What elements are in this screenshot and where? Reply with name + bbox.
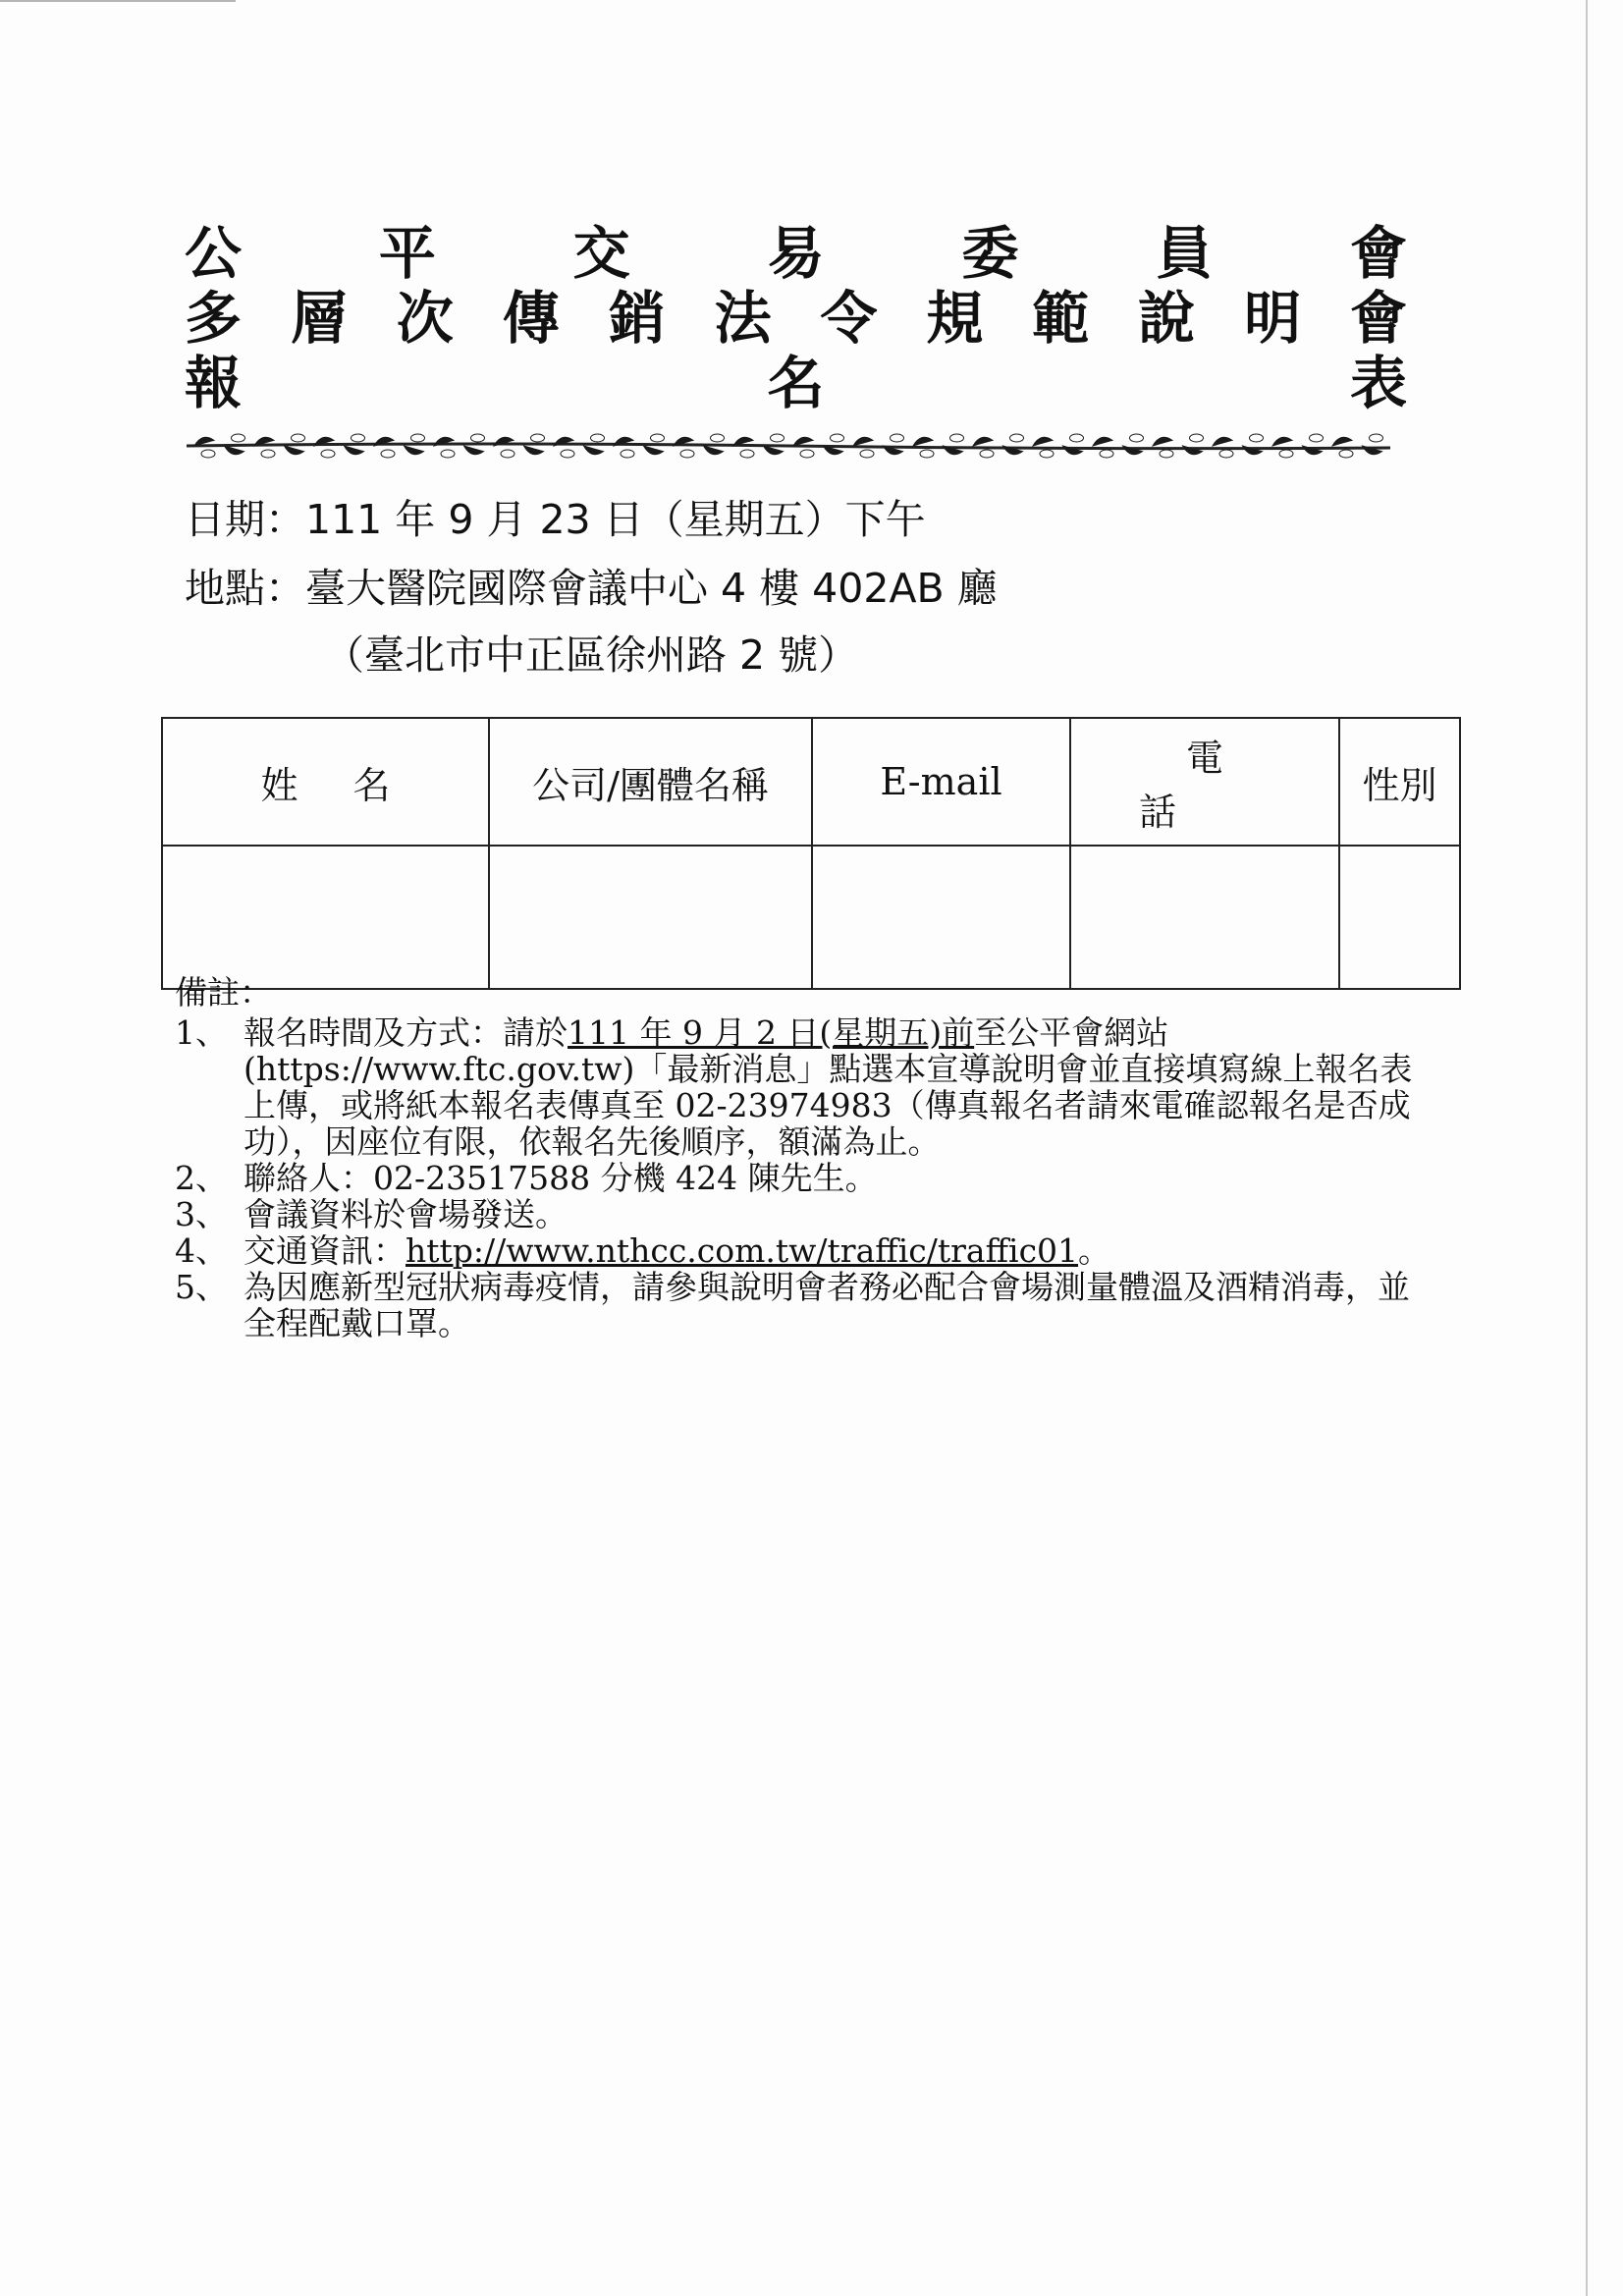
leaf-mark bbox=[1010, 434, 1024, 442]
note-number: 1、 bbox=[175, 1013, 228, 1052]
title-line-1 bbox=[185, 222, 1407, 285]
leaf-mark bbox=[381, 450, 395, 458]
leaf-mark bbox=[471, 434, 485, 442]
leaf-mark bbox=[973, 437, 993, 446]
note-item bbox=[175, 1160, 1422, 1196]
registration-table bbox=[161, 717, 1461, 990]
note-text-pre: 交通資訊： bbox=[243, 1231, 406, 1270]
leaf-mark bbox=[261, 450, 275, 458]
notes-section bbox=[175, 974, 1422, 1341]
leaf-mark bbox=[225, 446, 244, 455]
table-header-row bbox=[162, 718, 1460, 846]
venue-value: 臺大醫院國際會議中心 4 樓 402AB 廳 bbox=[305, 565, 998, 612]
leaf-mark bbox=[501, 450, 514, 458]
leaf-ornament-divider bbox=[185, 422, 1392, 469]
note-text: 會議資料於會場發送。 bbox=[243, 1195, 568, 1233]
leaf-mark bbox=[1130, 434, 1144, 442]
leaf-mark bbox=[800, 450, 814, 458]
leaf-mark bbox=[1370, 434, 1383, 442]
header-email: E-mail bbox=[812, 718, 1070, 846]
leaf-mark bbox=[1190, 434, 1204, 442]
title-char: 會 bbox=[1349, 285, 1407, 352]
title-char: 多 bbox=[185, 285, 243, 352]
title-char: 公 bbox=[185, 220, 243, 287]
title-char: 法 bbox=[714, 285, 772, 352]
header-name bbox=[162, 718, 489, 846]
phone-cell[interactable] bbox=[1070, 846, 1339, 989]
scan-edge-top bbox=[0, 0, 236, 2]
header-phone bbox=[1070, 718, 1339, 846]
leaf-mark bbox=[352, 434, 365, 442]
title-char: 表 bbox=[1349, 350, 1407, 416]
leaf-mark bbox=[345, 446, 364, 455]
title-char: 說 bbox=[1138, 285, 1196, 352]
leaf-mark bbox=[1339, 450, 1353, 458]
note-item bbox=[175, 1269, 1422, 1341]
leaf-mark bbox=[464, 446, 484, 455]
leaf-mark bbox=[524, 446, 544, 455]
leaf-mark bbox=[1100, 450, 1113, 458]
leaf-mark bbox=[285, 446, 304, 455]
leaf-mark bbox=[920, 450, 934, 458]
leaf-mark bbox=[411, 434, 425, 442]
leaf-mark bbox=[853, 437, 873, 446]
header-company: 公司/團體名稱 bbox=[489, 718, 812, 846]
leaf-mark bbox=[711, 434, 725, 442]
leaf-mark bbox=[531, 434, 545, 442]
scan-edge-right bbox=[1586, 0, 1588, 2296]
leaf-mark bbox=[584, 446, 604, 455]
title-char: 次 bbox=[396, 285, 454, 352]
title-char: 員 bbox=[1156, 220, 1214, 287]
traffic-link[interactable]: http://www.nthcc.com.tw/traffic/traffic01 bbox=[406, 1231, 1079, 1270]
note-text bbox=[243, 1232, 1422, 1269]
leaf-mark bbox=[1310, 434, 1324, 442]
leaf-mark bbox=[441, 450, 455, 458]
title-char: 規 bbox=[926, 285, 984, 352]
note-text-pre: 報名時間及方式：請於 bbox=[243, 1013, 568, 1052]
header-gender: 性別 bbox=[1339, 718, 1460, 846]
note-number: 2、 bbox=[175, 1159, 228, 1197]
date-value: 111 年 9 月 23 日（星期五）下午 bbox=[305, 496, 926, 543]
note-text-post: 。 bbox=[1078, 1231, 1111, 1270]
title-char: 易 bbox=[767, 220, 825, 287]
gender-cell[interactable] bbox=[1339, 846, 1460, 989]
leaf-mark bbox=[740, 450, 754, 458]
title-char: 銷 bbox=[608, 285, 666, 352]
leaf-mark bbox=[680, 450, 694, 458]
title-char: 令 bbox=[820, 285, 878, 352]
title-char: 平 bbox=[378, 220, 436, 287]
note-text-post: 至公平會網站(https://www.ftc.gov.tw)「最新消息」點選本宣導說明會並直接填寫線上報名表上傳，或將紙本報名表傳真至 02-23974983（傳真報名者請來電確認報名是否成功），因座位有限，依報名先後順序，額滿為止。 bbox=[243, 1013, 1413, 1161]
leaf-mark bbox=[621, 450, 634, 458]
title-char: 傳 bbox=[502, 285, 560, 352]
title-char: 層 bbox=[290, 285, 348, 352]
leaf-mark bbox=[831, 434, 844, 442]
leaf-mark bbox=[1070, 434, 1084, 442]
title-char: 會 bbox=[1349, 220, 1407, 287]
leaf-mark bbox=[1093, 437, 1112, 446]
event-date bbox=[185, 495, 926, 544]
leaf-mark bbox=[232, 434, 245, 442]
note-number: 5、 bbox=[175, 1268, 228, 1306]
leaf-mark bbox=[591, 434, 605, 442]
leaf-mark bbox=[561, 450, 574, 458]
note-item bbox=[175, 1014, 1422, 1160]
note-number: 4、 bbox=[175, 1231, 228, 1270]
deadline-date: 111 年 9 月 2 日(星期五)前 bbox=[568, 1013, 975, 1052]
leaf-mark bbox=[1033, 437, 1053, 446]
leaf-mark bbox=[405, 446, 424, 455]
note-item bbox=[175, 1232, 1422, 1269]
leaf-mark bbox=[201, 450, 215, 458]
leaf-mark bbox=[860, 450, 874, 458]
leaf-mark bbox=[644, 446, 664, 455]
leaf-mark bbox=[1160, 450, 1173, 458]
leaf-mark bbox=[1279, 450, 1293, 458]
company-cell[interactable] bbox=[489, 846, 812, 989]
title-char: 報 bbox=[185, 350, 243, 416]
leaf-mark bbox=[704, 446, 724, 455]
leaf-mark bbox=[1219, 450, 1233, 458]
title-char: 名 bbox=[767, 350, 825, 416]
note-number: 3、 bbox=[175, 1195, 228, 1233]
header-name-label: 姓名 bbox=[260, 763, 446, 807]
leaf-mark bbox=[950, 434, 964, 442]
venue-address: （臺北市中正區徐州路 2 號） bbox=[324, 631, 859, 679]
leaf-mark bbox=[651, 434, 665, 442]
title-char: 範 bbox=[1032, 285, 1090, 352]
leaf-mark bbox=[980, 450, 994, 458]
title-char: 交 bbox=[572, 220, 630, 287]
leaf-mark bbox=[1250, 434, 1264, 442]
email-cell[interactable] bbox=[812, 846, 1070, 989]
event-venue bbox=[185, 564, 998, 613]
leaf-mark bbox=[771, 434, 784, 442]
leaf-mark bbox=[1272, 437, 1292, 446]
title-line-3 bbox=[185, 352, 1407, 414]
notes-heading: 備註： bbox=[175, 973, 272, 1011]
leaf-mark bbox=[913, 437, 933, 446]
leaf-mark bbox=[1332, 437, 1352, 446]
leaf-mark bbox=[321, 450, 335, 458]
date-label: 日期： bbox=[185, 496, 305, 543]
venue-label: 地點： bbox=[185, 565, 305, 612]
title-char: 明 bbox=[1244, 285, 1302, 352]
note-text: 為因應新型冠狀病毒疫情，請參與說明會者務必配合會場測量體溫及酒精消毒，並全程配戴口罩。 bbox=[243, 1268, 1410, 1342]
leaf-mark bbox=[1213, 437, 1232, 446]
name-cell[interactable] bbox=[162, 846, 489, 989]
title-char: 委 bbox=[961, 220, 1019, 287]
leaf-mark bbox=[1040, 450, 1054, 458]
leaf-mark bbox=[891, 434, 904, 442]
leaf-mark bbox=[1153, 437, 1172, 446]
title-line-2 bbox=[185, 287, 1407, 350]
leaf-mark bbox=[292, 434, 305, 442]
note-text: 聯絡人：02-23517588 分機 424 陳先生。 bbox=[243, 1159, 878, 1197]
note-text bbox=[243, 1014, 1422, 1160]
table-row[interactable] bbox=[162, 846, 1460, 989]
header-phone-label: 電話 bbox=[1138, 737, 1318, 834]
note-item bbox=[175, 1196, 1422, 1232]
